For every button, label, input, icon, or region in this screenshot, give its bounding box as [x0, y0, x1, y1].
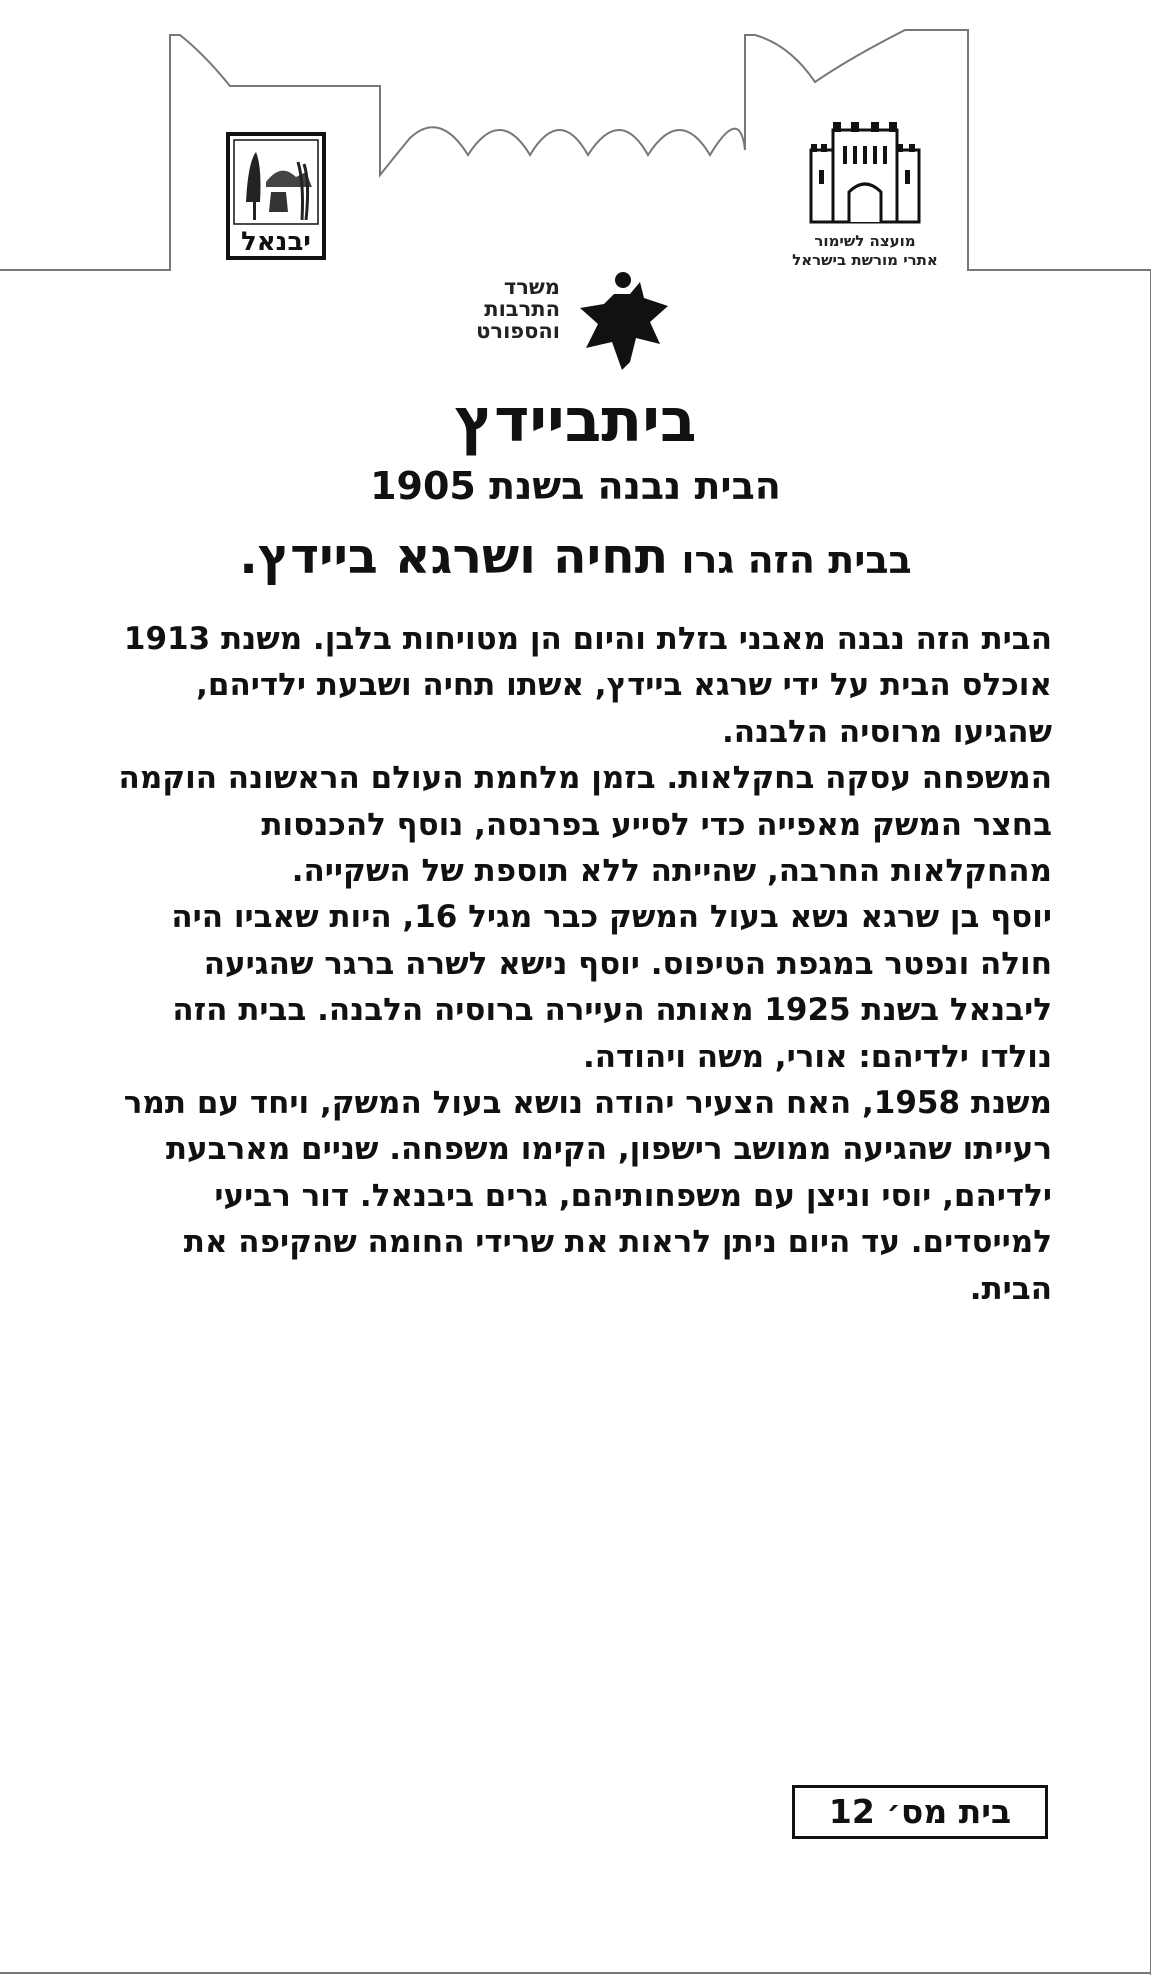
history-paragraph: משנת 1958, האח הצעיר יהודה נושא בעול המשק, ויחד עם תמר רעייתו שהגיעה ממושב רישפון, הקימו משפחה. שניים מארבעת ילדיהם, יוסי וניצן עם משפחותיהם, גרים ביבנאל. דור רביעי למייסדים. עד היום ניתן לראות את שרידי החומה שהקיפה את הבית.: [123, 1085, 1052, 1307]
history-paragraph: המשפחה עסקה בחקלאות. בזמן מלחמת העולם הראשונה הוקמה בחצר המשק מאפייה כדי לסייע בפרנסה, נוסף להכנסות מהחקלאות החרבה, שהייתה ללא תוספת של השקייה.: [118, 760, 1052, 890]
castle-icon: [805, 120, 925, 228]
residents-line: [0, 527, 1151, 590]
ministry-name-line3: והספורט: [476, 319, 560, 343]
star-person-icon: [568, 268, 678, 378]
history-text: [95, 616, 1052, 1312]
heritage-council-logo: [755, 120, 975, 270]
house-number-box: בית מס׳ 12: [792, 1785, 1048, 1839]
build-year-line: הבית נבנה בשנת 1905: [370, 464, 781, 508]
council-name-line2: אתרי מורשת בישראל: [792, 251, 938, 269]
yavneel-logo-text: יבנאל: [241, 227, 311, 257]
house-title: ביתביידץ: [454, 386, 697, 456]
ministry-name: [460, 276, 560, 342]
ministry-logo: [460, 268, 690, 378]
ministry-name-line1: משרד: [503, 275, 560, 299]
history-paragraph: הבית הזה נבנה מאבני בזלת והיום הן מטויחות בלבן. משנת 1913 אוכלס הבית על ידי שרגא ביידץ, אשתו תחיה ושבעת ילדיהם, שהגיעו מרוסיה הלבנה.: [123, 621, 1052, 750]
residents-names: תחיה ושרגא ביידץ.: [239, 528, 669, 585]
council-name-line1: מועצה לשימור: [814, 232, 916, 250]
ministry-name-line2: התרבות: [484, 297, 560, 321]
residents-prefix: בבית הזה גרו: [668, 538, 912, 582]
history-paragraph: יוסף בן שרגא נשא בעול המשק כבר מגיל 16, היות שאביו היה חולה ונפטר במגפת הטיפוס. יוסף נישא לשרה ברגר שהגיעה ליבנאל בשנת 1925 מאותה העיירה ברוסיה הלבנה. בבית הזה נולדו ילדיהם: אורי, משה ויהודה.: [171, 899, 1052, 1075]
yavneel-logo: [226, 132, 326, 260]
